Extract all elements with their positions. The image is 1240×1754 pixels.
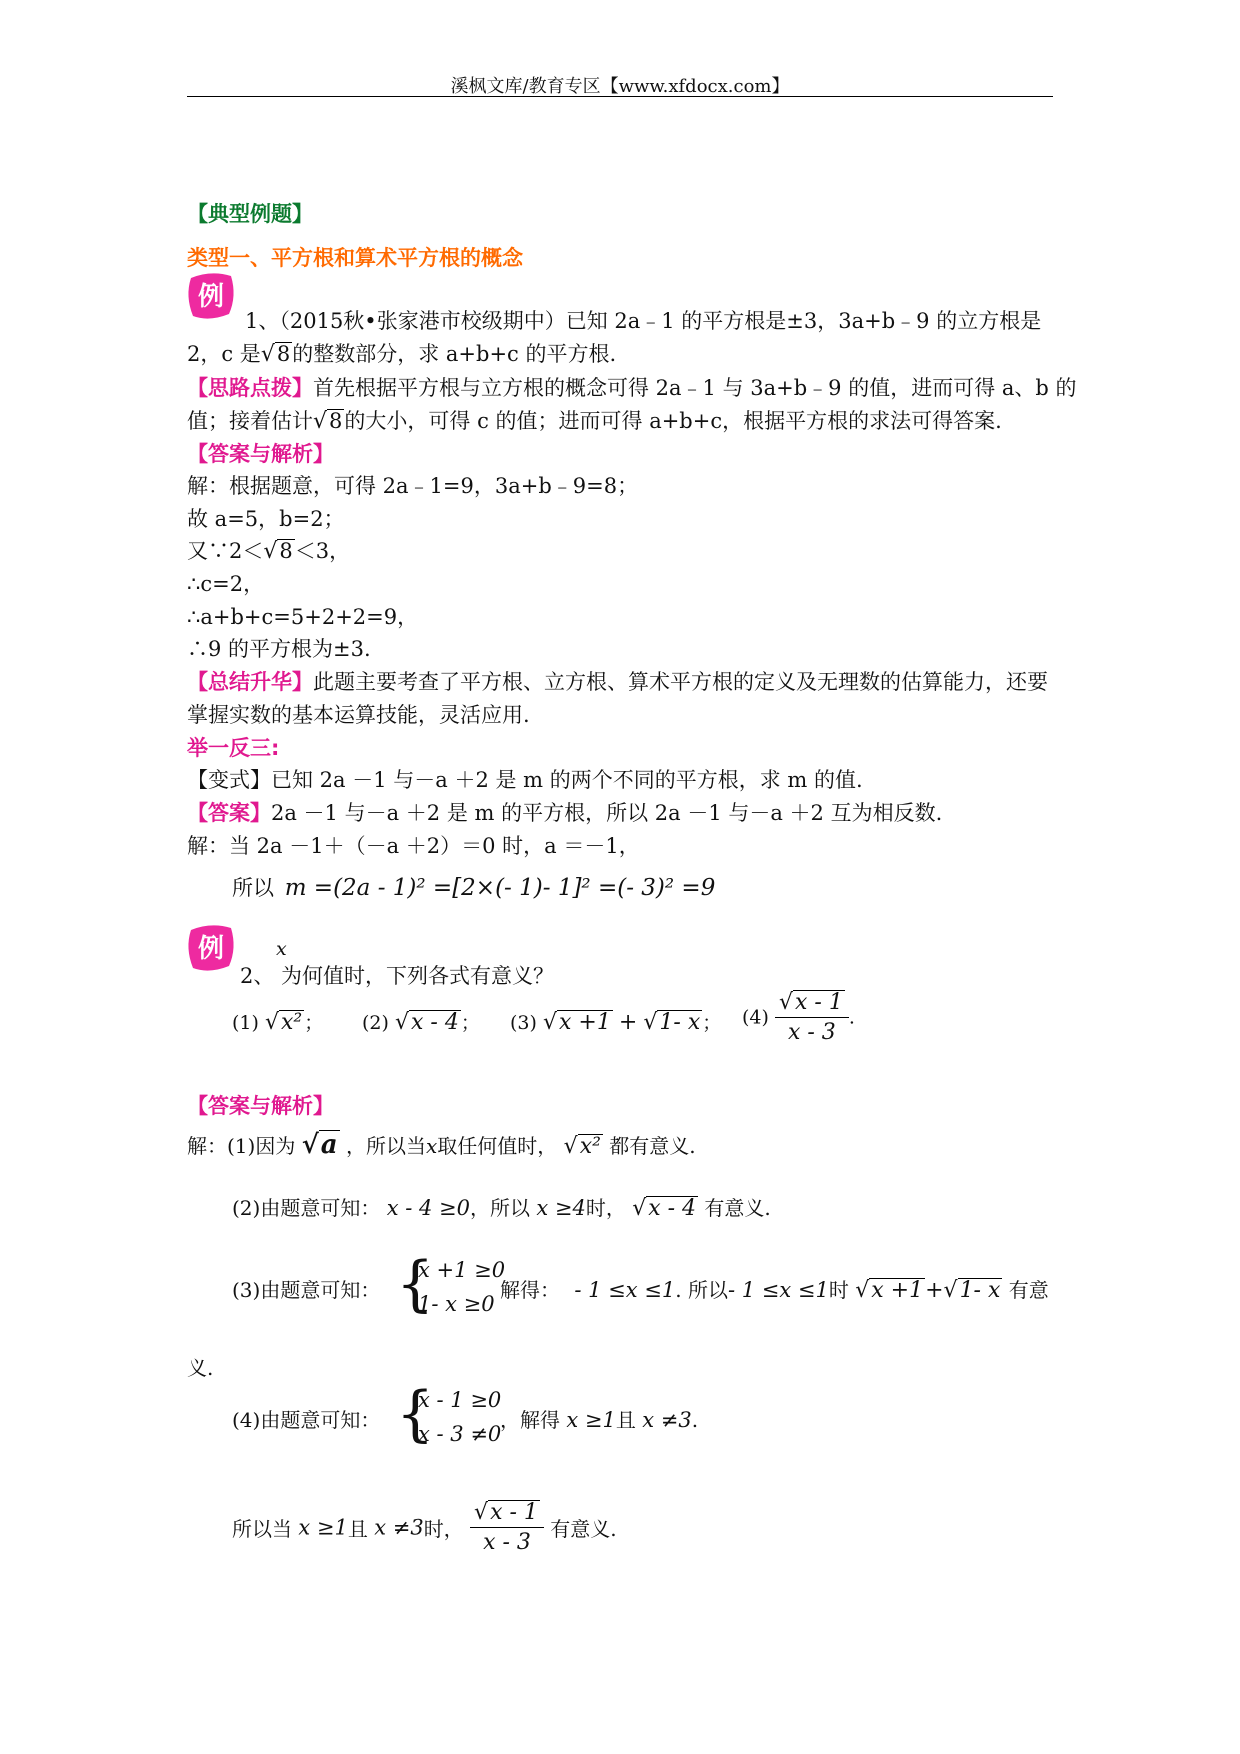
- ex2-item2-label: (2): [362, 1012, 389, 1034]
- ex2-item3-label: (3): [510, 1012, 537, 1034]
- sol2-s2-end: 有意义.: [704, 1196, 771, 1220]
- sol2-s4-a: x ≥1: [566, 1408, 616, 1432]
- sol2-s3-r2: 1- x: [959, 1278, 1001, 1303]
- sol1-l6: ∴9 的平方根为±3.: [187, 637, 371, 661]
- header-rule: [187, 96, 1053, 97]
- ex2-item1-label: (1): [232, 1012, 259, 1034]
- sol2-s3-range: - 1 ≤x ≤1: [574, 1278, 676, 1302]
- ex1-line2-a: 2，c 是: [187, 342, 261, 366]
- ex2-item4-num: x - 1: [795, 990, 843, 1015]
- hint-sqrt8: 8: [329, 409, 343, 433]
- sol2-s2-mid: ，所以: [470, 1196, 530, 1220]
- sol2-s3-prefix: (3)由题意可知：: [232, 1278, 381, 1302]
- variant-sol2-math: m =(2a - 1)² =[2×(- 1)- 1]² =(- 3)² =9: [284, 875, 716, 901]
- summary-label: 【总结升华】: [187, 670, 313, 694]
- sol2-step2: (2)由题意可知： x - 4 ≥0，所以 x ≥4时， √x - 4 有意义.: [232, 1196, 771, 1221]
- ex2-item3-plus: +: [618, 1010, 638, 1035]
- example-badge-icon-2: [185, 922, 237, 974]
- sol2-s3-mid2: 所以: [687, 1278, 728, 1302]
- hint-text1: 首先根据平方根与立方根的概念可得 2a﹣1 与 3a+b﹣9 的值，进而可得 a、b 的: [313, 376, 1077, 400]
- variant-heading: 举一反三:: [187, 736, 280, 760]
- ex2-item1-sep: ；: [304, 1012, 324, 1034]
- sol2-s4-c2: x - 3 ≠0: [418, 1422, 502, 1446]
- sol2-s3-end2: 义.: [187, 1356, 214, 1380]
- sol2-s3-rest: 解得： - 1 ≤x ≤1. 所以- 1 ≤x ≤1时 √x +1+√1- x 有意: [500, 1278, 1049, 1303]
- ex2-question: 2、 为何值时，下列各式有意义？: [240, 964, 555, 988]
- variant-question: 【变式】已知 2a －1 与－a ＋2 是 m 的两个不同的平方根，求 m 的值.: [187, 768, 863, 792]
- example-badge-icon: [185, 270, 237, 322]
- sol2-s2-x: x ≥4: [536, 1196, 586, 1220]
- sol2-s1-rad2: x²: [579, 1134, 601, 1159]
- sol2-s4-c1: x - 1 ≥0: [418, 1388, 502, 1412]
- ex2-item2-expr: x - 4: [411, 1010, 459, 1035]
- sol2-s1-mid: ，所以当: [346, 1134, 427, 1158]
- ex1-line2-b: 的整数部分，求 a+b+c 的平方根.: [292, 342, 617, 366]
- variant-sol2-prefix: 所以: [232, 876, 274, 900]
- variant-answer-text: 2a －1 与－a ＋2 是 m 的平方根，所以 2a －1 与－a ＋2 互为相反数.: [271, 801, 943, 825]
- sol2-s4-mid: ，解得: [500, 1408, 560, 1432]
- sol2-s1-mid2: 取任何值时，: [437, 1134, 558, 1158]
- sol2-s3-end: 有意: [1008, 1278, 1049, 1302]
- sol2-s3-when: 时: [828, 1278, 849, 1302]
- sol1-l3: 又∵2＜√8＜3，: [187, 539, 351, 564]
- ex1-line1: 1、（2015秋•张家港市校级期中）已知 2a﹣1 的平方根是±3，3a+b﹣9 的立方根是: [245, 309, 1042, 333]
- hint-label: 【思路点拨】: [187, 376, 313, 400]
- example-badge-char: 例: [197, 282, 225, 312]
- sol1-sqrt8: 8: [279, 539, 293, 563]
- sol2-s2-cond: x - 4 ≥0: [386, 1196, 470, 1220]
- sol2-s3-mid: 解得：: [500, 1278, 560, 1302]
- ex2-item4-sep: .: [848, 1006, 855, 1029]
- sol1-l3-a: 又∵2＜: [187, 539, 264, 563]
- summary-line2: 掌握实数的基本运算技能，灵活应用.: [187, 703, 530, 727]
- sol2-s4-prefix: (4)由题意可知：: [232, 1408, 381, 1432]
- hint-line1: [187, 372, 1077, 402]
- sol2-s3-brace: {: [396, 1249, 435, 1319]
- sol2-s5-end: 有意义.: [550, 1517, 617, 1542]
- sol2-s5-b: x ≠3: [374, 1515, 424, 1540]
- sol2-s4-and: 且: [615, 1408, 636, 1432]
- page-header: 溪枫文库/教育专区【www.xfdocx.com】: [450, 76, 790, 97]
- answer-label-2: 【答案与解析】: [187, 1094, 334, 1118]
- ex2-item4: (4) $\frac{√x - 1}{x - 3}$ .: [742, 990, 855, 1046]
- sol2-s4-rest: [500, 1404, 698, 1433]
- sol2-s4-b: x ≠3: [642, 1408, 692, 1432]
- sol2-s1-end: 都有意义.: [609, 1134, 696, 1158]
- sol2-s2-prefix: (2)由题意可知：: [232, 1196, 381, 1220]
- sol2-s5-a: x ≥1: [298, 1515, 348, 1540]
- section-type1-title: 类型一、平方根和算术平方根的概念: [187, 246, 523, 270]
- sol2-s3-r1: x +1: [871, 1278, 924, 1303]
- sol2-s5-and: 且: [347, 1517, 368, 1542]
- answer-label-1: 【答案与解析】: [187, 442, 334, 466]
- sol2-s1-prefix: 解：(1)因为: [187, 1134, 296, 1158]
- sol2-s5-prefix: 所以当: [232, 1517, 292, 1542]
- sol2-step1: 解：(1)因为 √a ，所以当x取任何值时， √x² 都有意义.: [187, 1130, 696, 1160]
- ex1-line2: 2，c 是√8的整数部分，求 a+b+c 的平方根.: [187, 342, 617, 367]
- example-badge-char-2: 例: [197, 934, 225, 964]
- sol2-s1-x: x: [426, 1134, 438, 1158]
- sol2-s5-when: 时，: [423, 1517, 464, 1542]
- ex2-item3-expr1: x +1: [559, 1010, 611, 1035]
- variant-answer-label: 【答案】: [187, 801, 271, 825]
- sol2-s1-rad: a: [320, 1130, 338, 1160]
- variant-answer: [187, 797, 942, 827]
- sol2-s3-range2: - 1 ≤x ≤1: [727, 1278, 829, 1302]
- ex2-var-x: x: [276, 938, 287, 960]
- sol2-s5-num: x - 1: [490, 1500, 538, 1525]
- sol2-s5-den: x - 3: [483, 1530, 531, 1556]
- sol1-l3-b: ＜3，: [294, 539, 351, 563]
- ex2-item3-sep: ；: [702, 1012, 722, 1034]
- sol2-s3-c1: x +1 ≥0: [418, 1258, 506, 1282]
- hint-line2-a: 值；接着估计: [187, 409, 313, 433]
- sol1-l4: ∴c=2，: [187, 572, 265, 596]
- sol1-l1: 解：根据题意，可得 2a﹣1=9，3a+b﹣9=8；: [187, 474, 639, 498]
- sol2-s2-rad: x - 4: [648, 1196, 697, 1221]
- sol2-s4-brace: {: [396, 1379, 435, 1449]
- ex2-item2-sep: ；: [460, 1012, 480, 1034]
- ex2-item1: (1) √x² ；: [232, 1010, 324, 1035]
- section-typical-examples: 【典型例题】: [187, 202, 313, 226]
- ex2-item1-expr: x²: [281, 1010, 303, 1035]
- summary-text1: 此题主要考查了平方根、立方根、算术平方根的定义及无理数的估算能力，还要: [313, 670, 1048, 694]
- ex2-item3-expr2: 1- x: [659, 1010, 701, 1035]
- ex2-item3: (3) √x +1 + √1- x ；: [510, 1010, 722, 1035]
- sol2-s3-c2: 1- x ≥0: [418, 1292, 495, 1316]
- sol2-s3-dot: .: [675, 1278, 682, 1302]
- variant-solution: 解：当 2a －1＋（－a ＋2）＝0 时，a ＝－1，: [187, 834, 640, 858]
- hint-line2: 值；接着估计√8的大小，可得 c 的值；进而可得 a+b+c，根据平方根的求法可得答案.: [187, 409, 1002, 434]
- variant-solution-2: [232, 872, 715, 902]
- ex2-item4-den: x - 3: [787, 1020, 836, 1046]
- hint-line2-b: 的大小，可得 c 的值；进而可得 a+b+c，根据平方根的求法可得答案.: [344, 409, 1002, 433]
- sol2-s2-mid2: 时，: [585, 1196, 626, 1220]
- ex2-item2: (2) √x - 4 ；: [362, 1010, 480, 1035]
- ex1-sqrt8: 8: [276, 342, 291, 366]
- sol2-step5: 所以当 x ≥1且 x ≠3时， $\frac{√x - 1}{x - 3}$ 有意义.: [232, 1500, 617, 1556]
- ex2-item4-label: (4): [742, 1006, 769, 1029]
- sol2-s4-dot: .: [691, 1408, 699, 1432]
- summary-line1: [187, 666, 1048, 696]
- sol1-l2: 故 a=5，b=2；: [187, 507, 345, 531]
- sol2-s3-plus: +: [925, 1278, 944, 1303]
- sol1-l5: ∴a+b+c=5+2+2=9，: [187, 605, 419, 629]
